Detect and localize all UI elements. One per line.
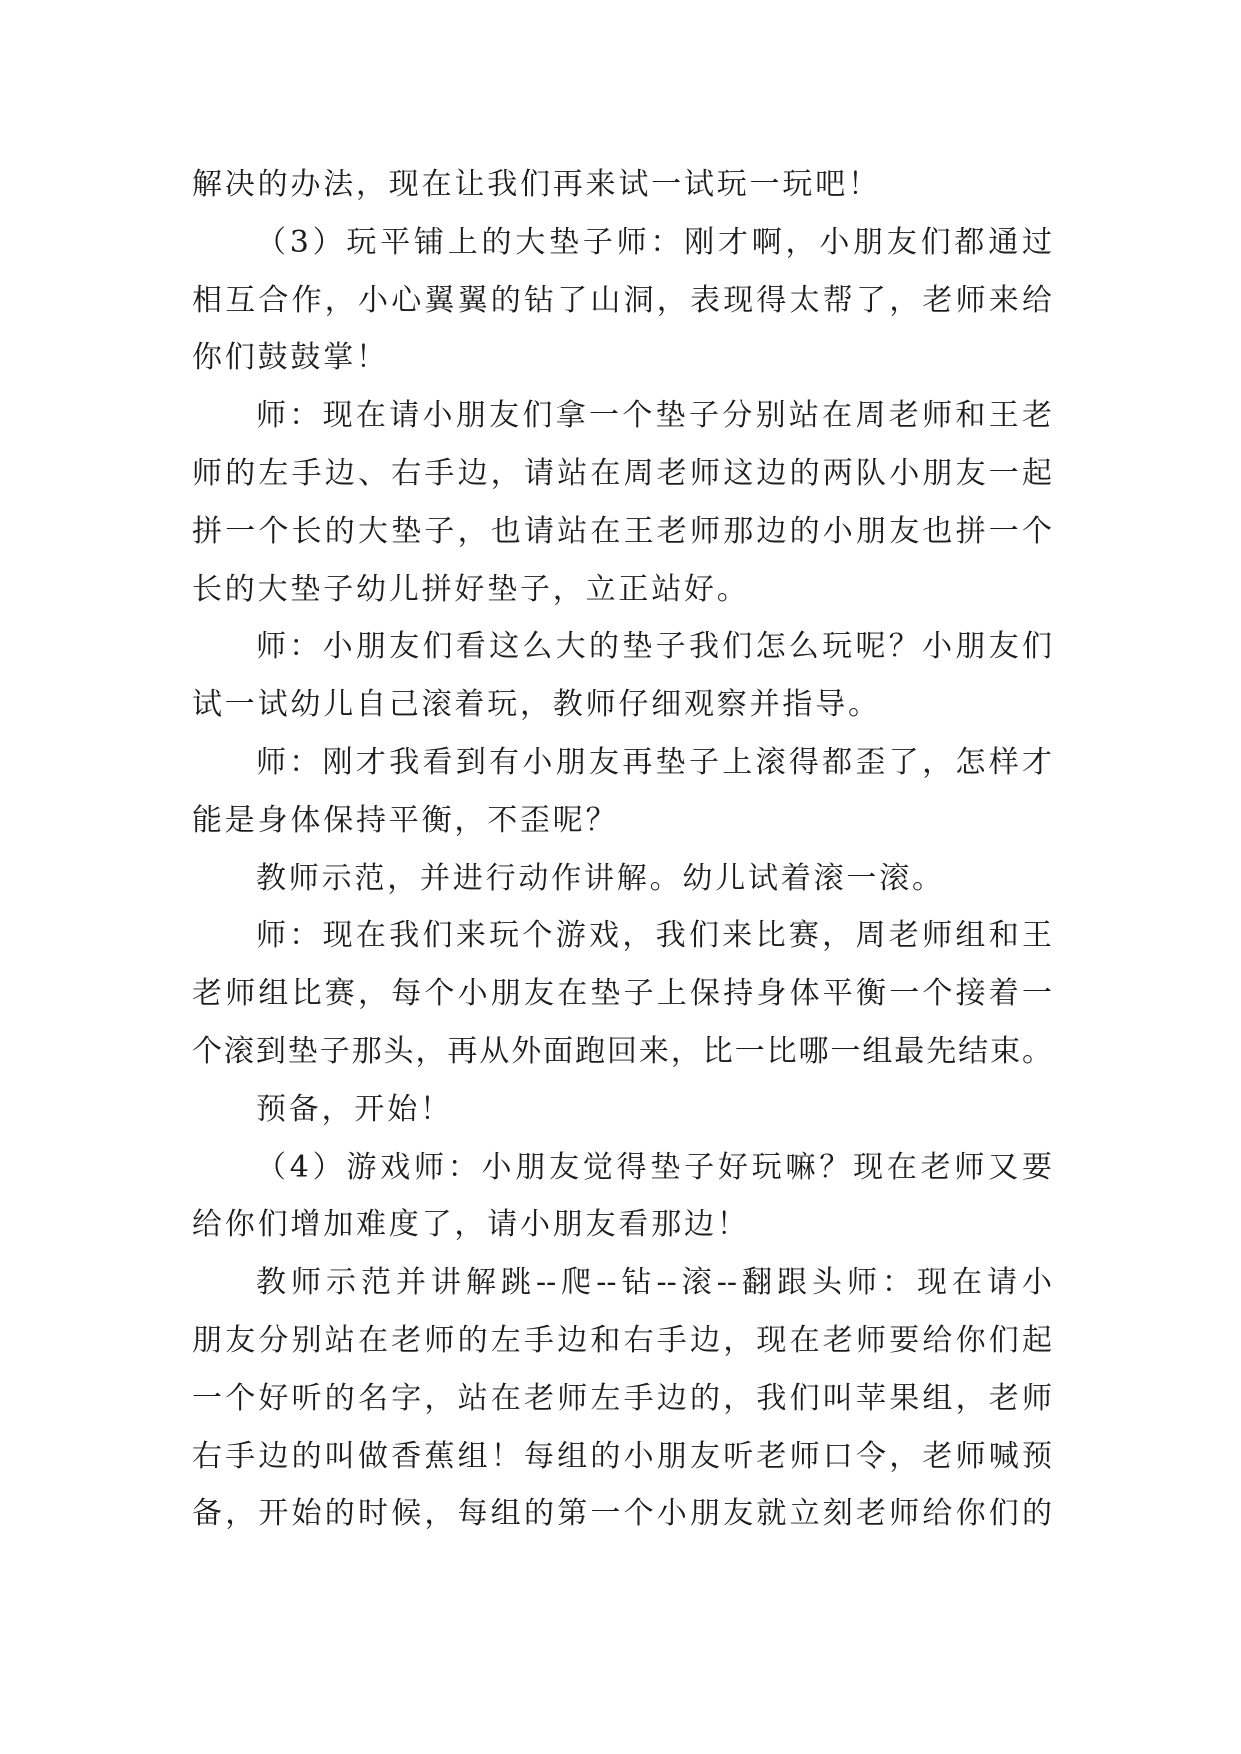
text-line: 个滚到垫子那头，再从外面跑回来，比一比哪一组最先结束。 [192, 1033, 1052, 1069]
paragraph [192, 387, 1052, 618]
paragraph [192, 850, 1052, 908]
paragraph [192, 214, 1052, 387]
paragraph [192, 1139, 1052, 1255]
text-line: 给你们增加难度了，请小朋友看那边！ [192, 1207, 750, 1243]
paragraph [192, 1081, 1052, 1139]
text-line: 长的大垫子幼儿拼好垫子，立正站好。 [192, 571, 750, 607]
paragraph [192, 156, 1052, 214]
text-line: 师：现在我们来玩个游戏，我们来比赛，周老师组和王 [256, 918, 1052, 954]
text-line: 老师组比赛，每个小朋友在垫子上保持身体平衡一个接着一 [192, 976, 1052, 1012]
text-line: 朋友分别站在老师的左手边和右手边，现在老师要给你们起 [192, 1322, 1052, 1358]
text-line: 师的左手边、右手边，请站在周老师这边的两队小朋友一起 [192, 455, 1052, 491]
text-line: 备，开始的时候，每组的第一个小朋友就立刻老师给你们的 [192, 1496, 1052, 1532]
text-line: 你们鼓鼓掌！ [192, 340, 389, 376]
paragraph [192, 618, 1052, 734]
text-line: 解决的办法，现在让我们再来试一试玩一玩吧！ [192, 167, 881, 202]
text-line: （3）玩平铺上的大垫子师：刚才啊，小朋友们都通过 [256, 224, 1052, 260]
text-line: 右手边的叫做香蕉组！每组的小朋友听老师口令，老师喊预 [192, 1438, 1052, 1474]
text-line: 试一试幼儿自己滚着玩，教师仔细观察并指导。 [192, 687, 881, 723]
paragraph [192, 1254, 1052, 1543]
paragraph [192, 734, 1052, 850]
paragraph [192, 907, 1052, 1080]
text-line: （4）游戏师：小朋友觉得垫子好玩嘛？现在老师又要 [256, 1149, 1052, 1185]
text-line: 教师示范，并进行动作讲解。幼儿试着滚一滚。 [256, 860, 945, 896]
text-line: 预备，开始！ [256, 1091, 453, 1127]
text-line: 能是身体保持平衡，不歪呢？ [192, 802, 619, 838]
body-text [192, 156, 1052, 1543]
text-line: 一个好听的名字，站在老师左手边的，我们叫苹果组，老师 [192, 1380, 1052, 1416]
text-line: 师：现在请小朋友们拿一个垫子分别站在周老师和王老 [256, 398, 1052, 434]
text-line: 师：刚才我看到有小朋友再垫子上滚得都歪了，怎样才 [256, 744, 1052, 780]
text-line: 相互合作，小心翼翼的钻了山洞，表现得太帮了，老师来给 [192, 282, 1052, 318]
text-line: 教师示范并讲解跳--爬--钻--滚--翻跟头师：现在请小 [256, 1265, 1052, 1301]
text-line: 拼一个长的大垫子，也请站在王老师那边的小朋友也拼一个 [192, 513, 1052, 549]
text-line: 师：小朋友们看这么大的垫子我们怎么玩呢？小朋友们 [256, 629, 1052, 665]
